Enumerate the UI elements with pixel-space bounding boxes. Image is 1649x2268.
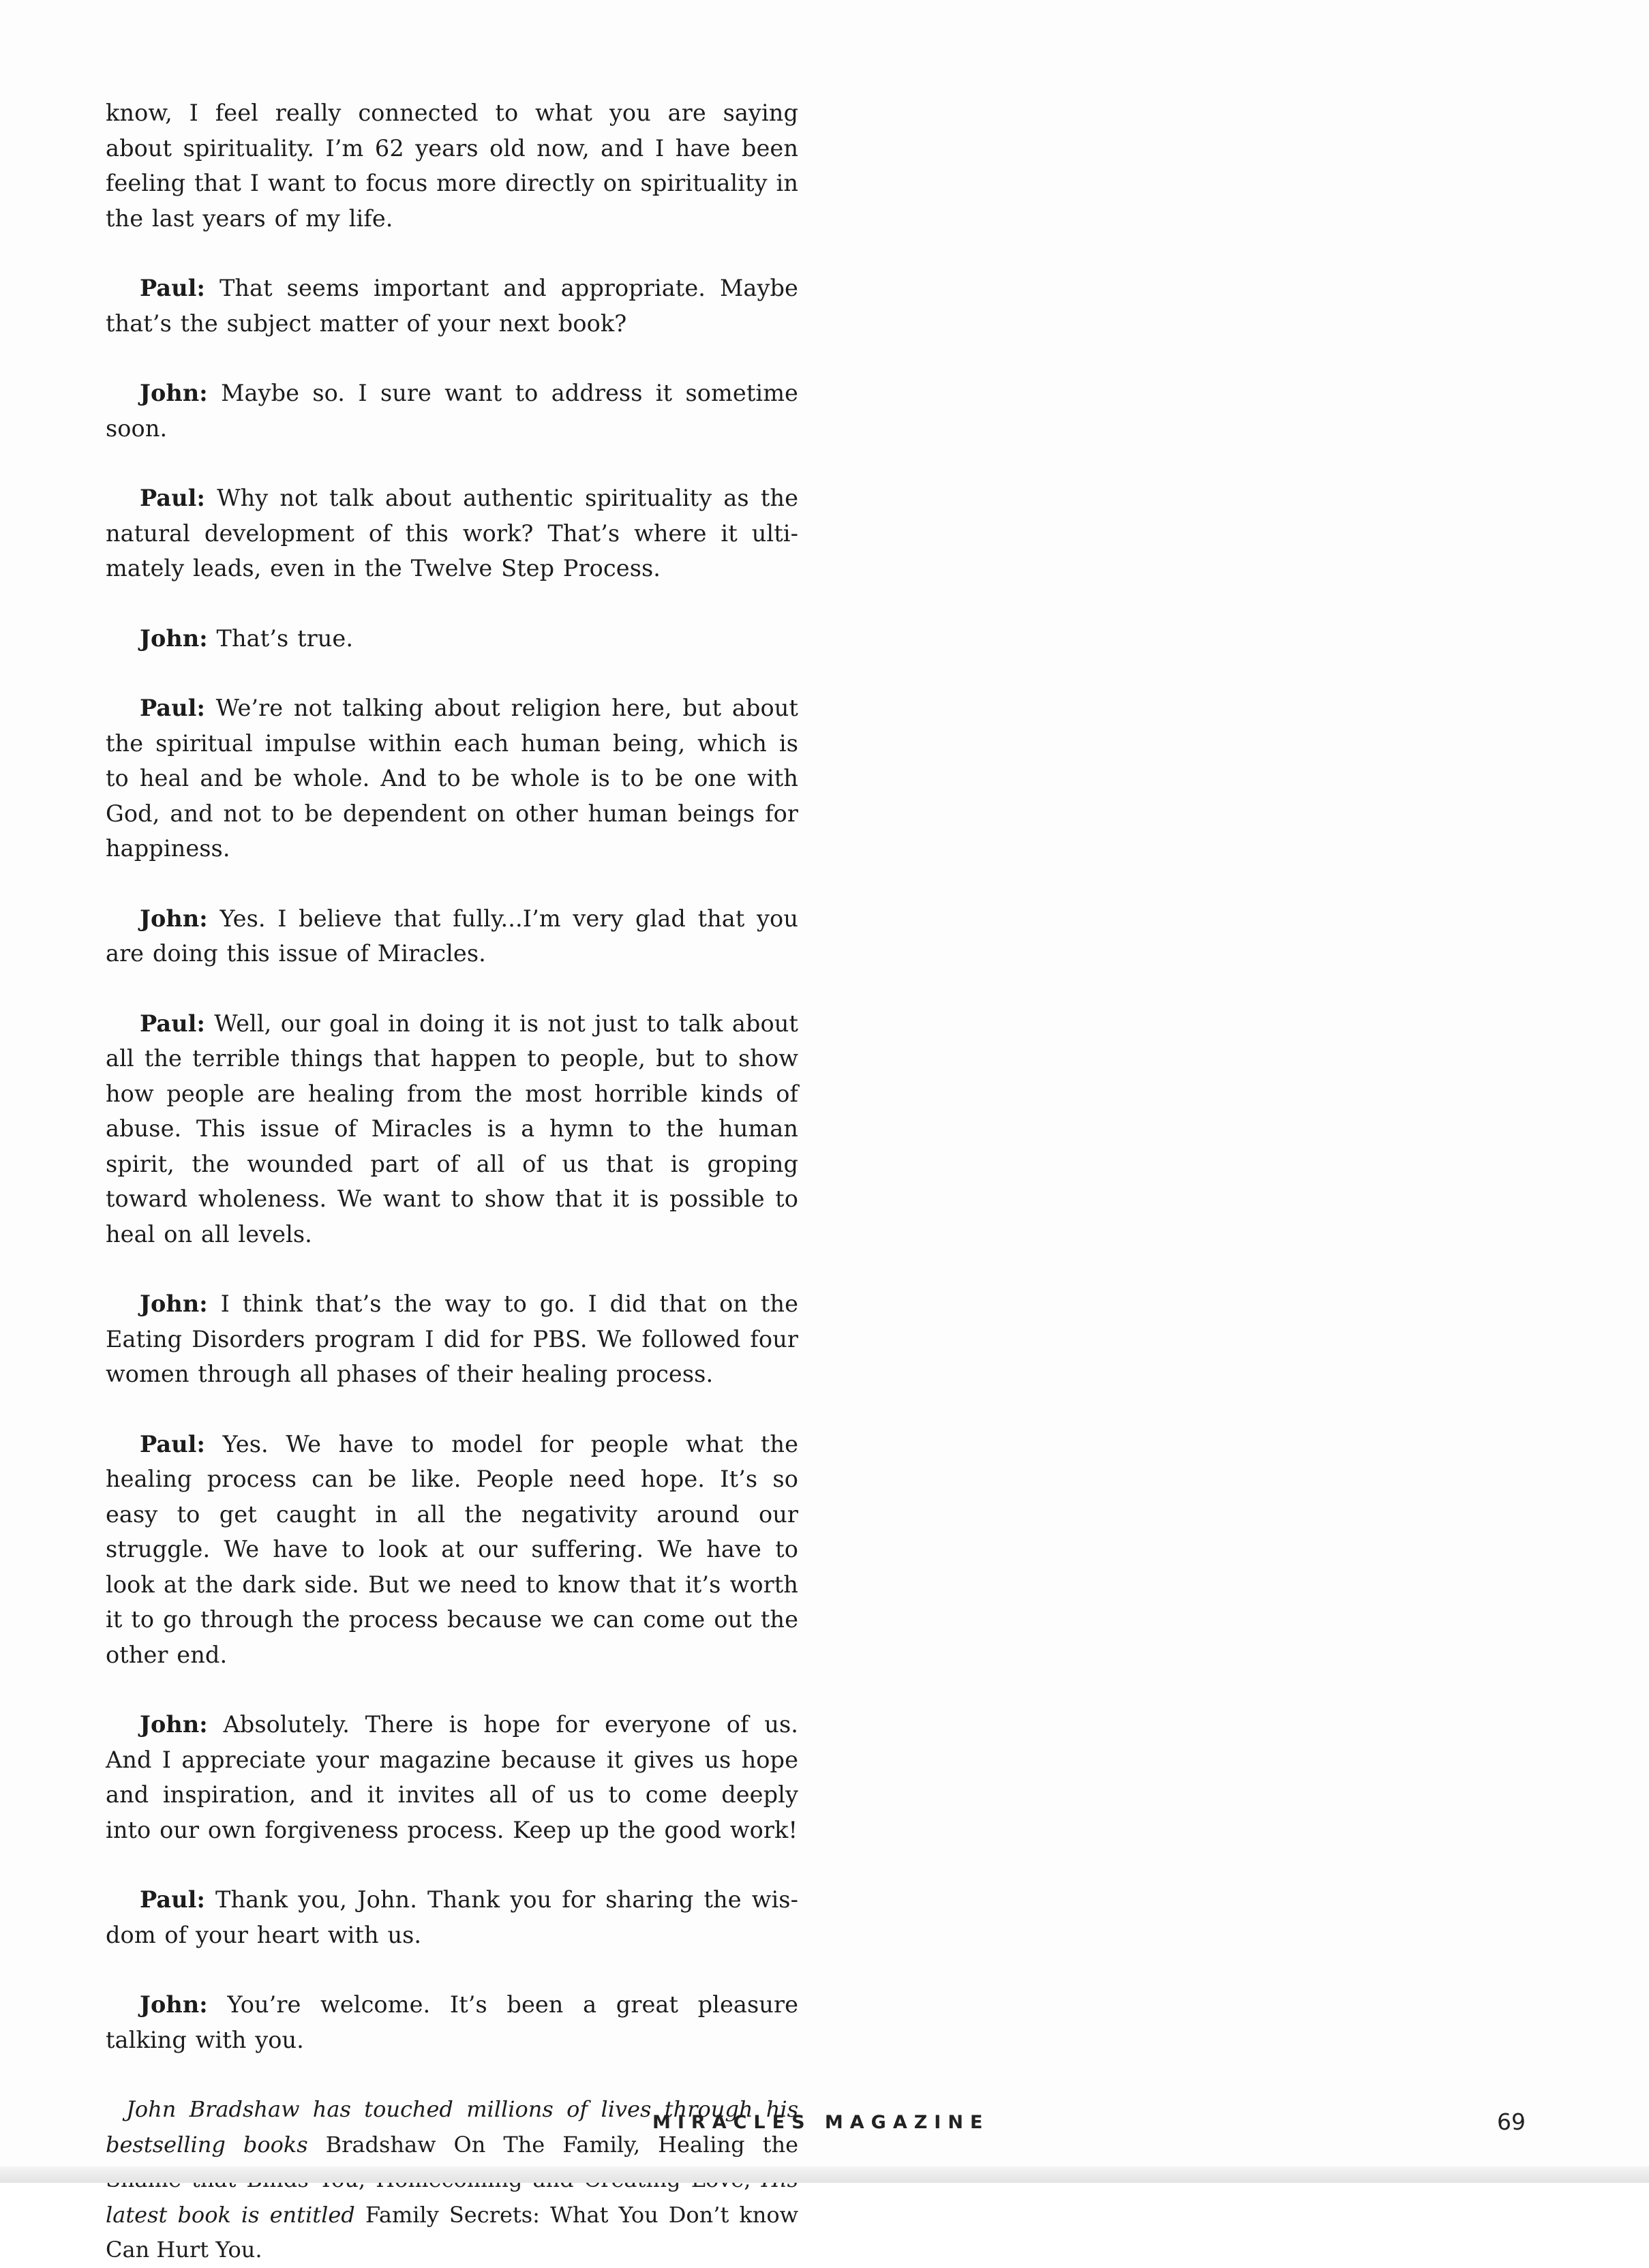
paragraph	[106, 376, 798, 446]
paragraph-text: That’s true.	[207, 624, 354, 652]
bio-italic-text: John Bradshaw has touched millions of lives through his bestselling books	[106, 2096, 798, 2158]
paragraph	[106, 691, 798, 866]
bio-book-titles: Bradshaw On The Family, Healing the	[325, 2131, 798, 2158]
article-column	[106, 95, 798, 2268]
paragraph	[106, 1427, 798, 1673]
speaker-label: Paul:	[140, 1886, 205, 1913]
paragraph-text: Absolutely. There is hope for everyone of us. And I appreciate your magazine because it gives us hope and inspiration, and it invites all of us to come deeply into our own forgiveness process. Keep up the good work!	[106, 1711, 798, 1843]
speaker-label: Paul:	[140, 695, 205, 721]
speaker-label: Paul:	[140, 1010, 205, 1037]
paragraph-text: Why not talk about authentic spirituality as the natural development of this work? That’s where it ulti-mately leads, even in the Twelve Step Process.	[106, 485, 798, 581]
speaker-label: John:	[140, 380, 208, 406]
speaker-label: John:	[140, 1290, 208, 1317]
paragraph	[106, 1286, 798, 1392]
speaker-label: Paul:	[140, 1430, 205, 1457]
speaker-label: John:	[140, 1991, 208, 2018]
paragraph	[106, 95, 798, 236]
paragraph-text: Thank you, John. Thank you for sharing the wis-dom of your heart with us.	[106, 1886, 798, 1948]
speaker-label: John:	[140, 624, 208, 652]
scan-edge-divider	[0, 2166, 1649, 2183]
paragraph-text: Yes. We have to model for people what the healing process can be like. People need hope. It’s so easy to get caught in all the negativity around our struggle. We have to look at our suffering. We have to look at the dark side. But we need to know that it’s worth it to go through the process because we can come out the other end.	[106, 1430, 798, 1668]
paragraph	[106, 1006, 798, 1252]
paragraph-text: You’re welcome. It’s been a great pleasure talking with you.	[106, 1991, 798, 2053]
paragraph-text: That seems important and appropriate. Maybe that’s the subject matter of your next book?	[106, 275, 798, 337]
paragraph-text: I think that’s the way to go. I did that on the Eating Disorders program I did for PBS. We followed four women through all phases of their healing process.	[106, 1290, 798, 1387]
speaker-label: Paul:	[140, 485, 205, 511]
paragraph	[106, 621, 798, 656]
paragraph	[106, 1707, 798, 1847]
paragraph	[106, 1882, 798, 1952]
speaker-label: John:	[140, 1711, 208, 1738]
bio-book-title: Family Secrets: What You Don’t know Can Hurt You.	[106, 2201, 799, 2263]
magazine-footer-title: MIRACLES MAGAZINE	[652, 2112, 990, 2133]
speaker-label: John:	[140, 905, 208, 932]
paragraph-text: Well, our goal in doing it is not just to talk about all the terrible things that happen to people, but to show how people are healing from the most horrible kinds of abuse. This issue of Miracles is a hymn to the human spirit, the wounded part of all of us that is groping toward wholeness. We want to show that it is possible to heal on all levels.	[106, 1010, 798, 1248]
page-number: 69	[1497, 2108, 1526, 2135]
paragraph	[106, 271, 798, 341]
paragraph-text: Maybe so. I sure want to address it sometime soon.	[106, 380, 798, 442]
bio-italic-text: latest book is entitled	[106, 2201, 355, 2228]
paragraph	[106, 481, 798, 586]
paragraph	[106, 1987, 798, 2057]
speaker-label: Paul:	[140, 275, 205, 301]
paragraph-text: We’re not talking about religion here, but about the spiritual impulse within each human being, which is to heal and be whole. And to be whole is to be one with God, and not to be dependent on other human beings for happiness.	[106, 695, 798, 862]
paragraph-text: Yes. I believe that fully...I’m very glad that you are doing this issue of Miracles.	[106, 905, 798, 967]
paragraph-text: know, I feel really connected to what you are saying about spirituality. I’m 62 years old now, and I have been feeling that I want to focus more directly on spirituality in the last years of my life.	[106, 100, 798, 232]
paragraph	[106, 901, 798, 971]
